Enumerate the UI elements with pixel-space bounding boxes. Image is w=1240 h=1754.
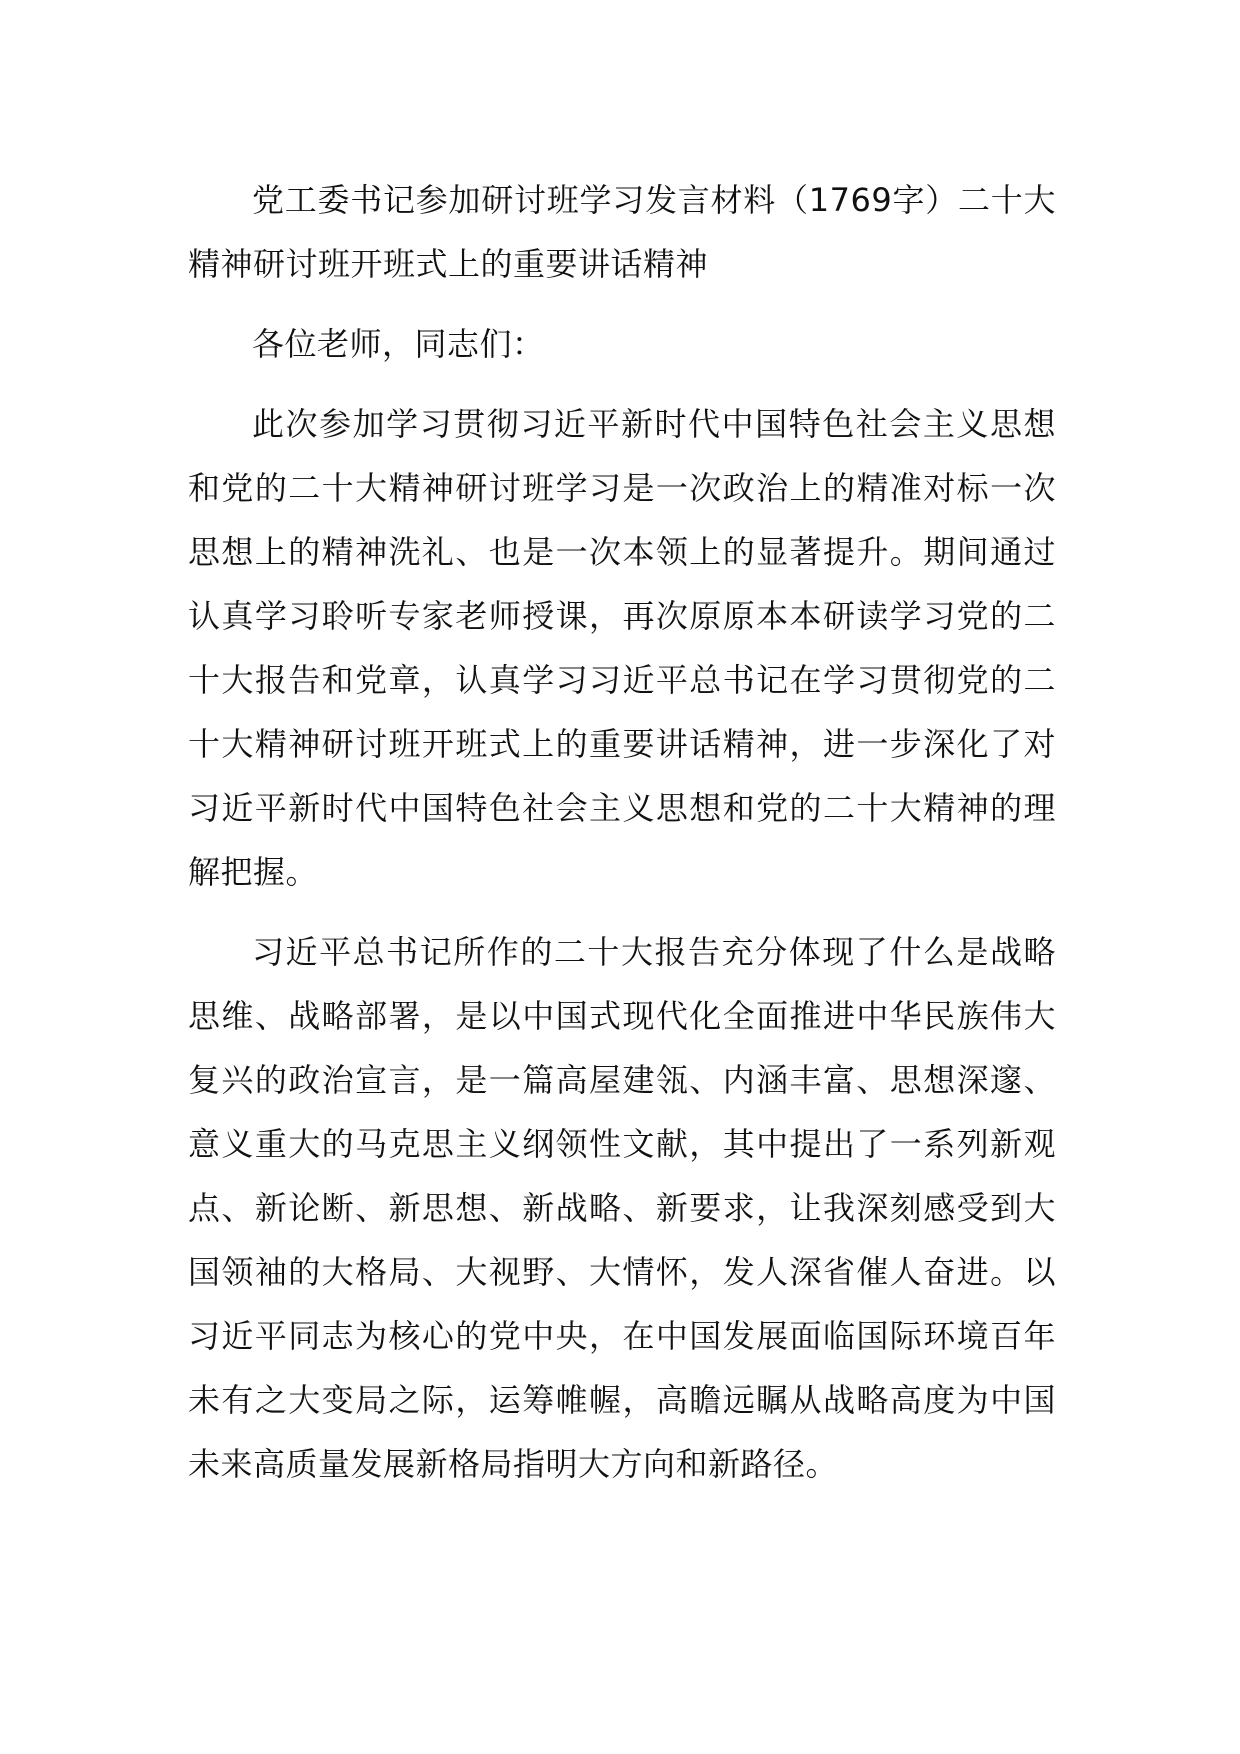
document-body: [188, 168, 1056, 1512]
salutation: 各位老师，同志们：: [252, 325, 545, 363]
document-title: 党工委书记参加研讨班学习发言材料（1769字）二十大精神研讨班开班式上的重要讲话精神: [188, 181, 1056, 283]
body-paragraph: 习近平总书记所作的二十大报告充分体现了什么是战略思维、战略部署，是以中国式现代化全面推进中华民族伟大复兴的政治宣言，是一篇高屋建瓴、内涵丰富、思想深邃、意义重大的马克思主义纲领性文献，其中提出了一系列新观点、新论断、新思想、新战略、新要求，让我深刻感受到大国领袖的大格局、大视野、大情怀，发人深省催人奋进。以习近平同志为核心的党中央，在中国发展面临国际环境百年未有之大变局之际，运筹帷幄，高瞻远瞩从战略高度为中国未来高质量发展新格局指明大方向和新路径。: [188, 933, 1056, 1483]
body-paragraph: 此次参加学习贯彻习近平新时代中国特色社会主义思想和党的二十大精神研讨班学习是一次政治上的精准对标一次思想上的精神洗礼、也是一次本领上的显著提升。期间通过认真学习聆听专家老师授课，再次原原本本研读学习党的二十大报告和党章，认真学习习近平总书记在学习贯彻党的二十大精神研讨班开班式上的重要讲话精神，进一步深化了对习近平新时代中国特色社会主义思想和党的二十大精神的理解把握。: [188, 405, 1056, 891]
